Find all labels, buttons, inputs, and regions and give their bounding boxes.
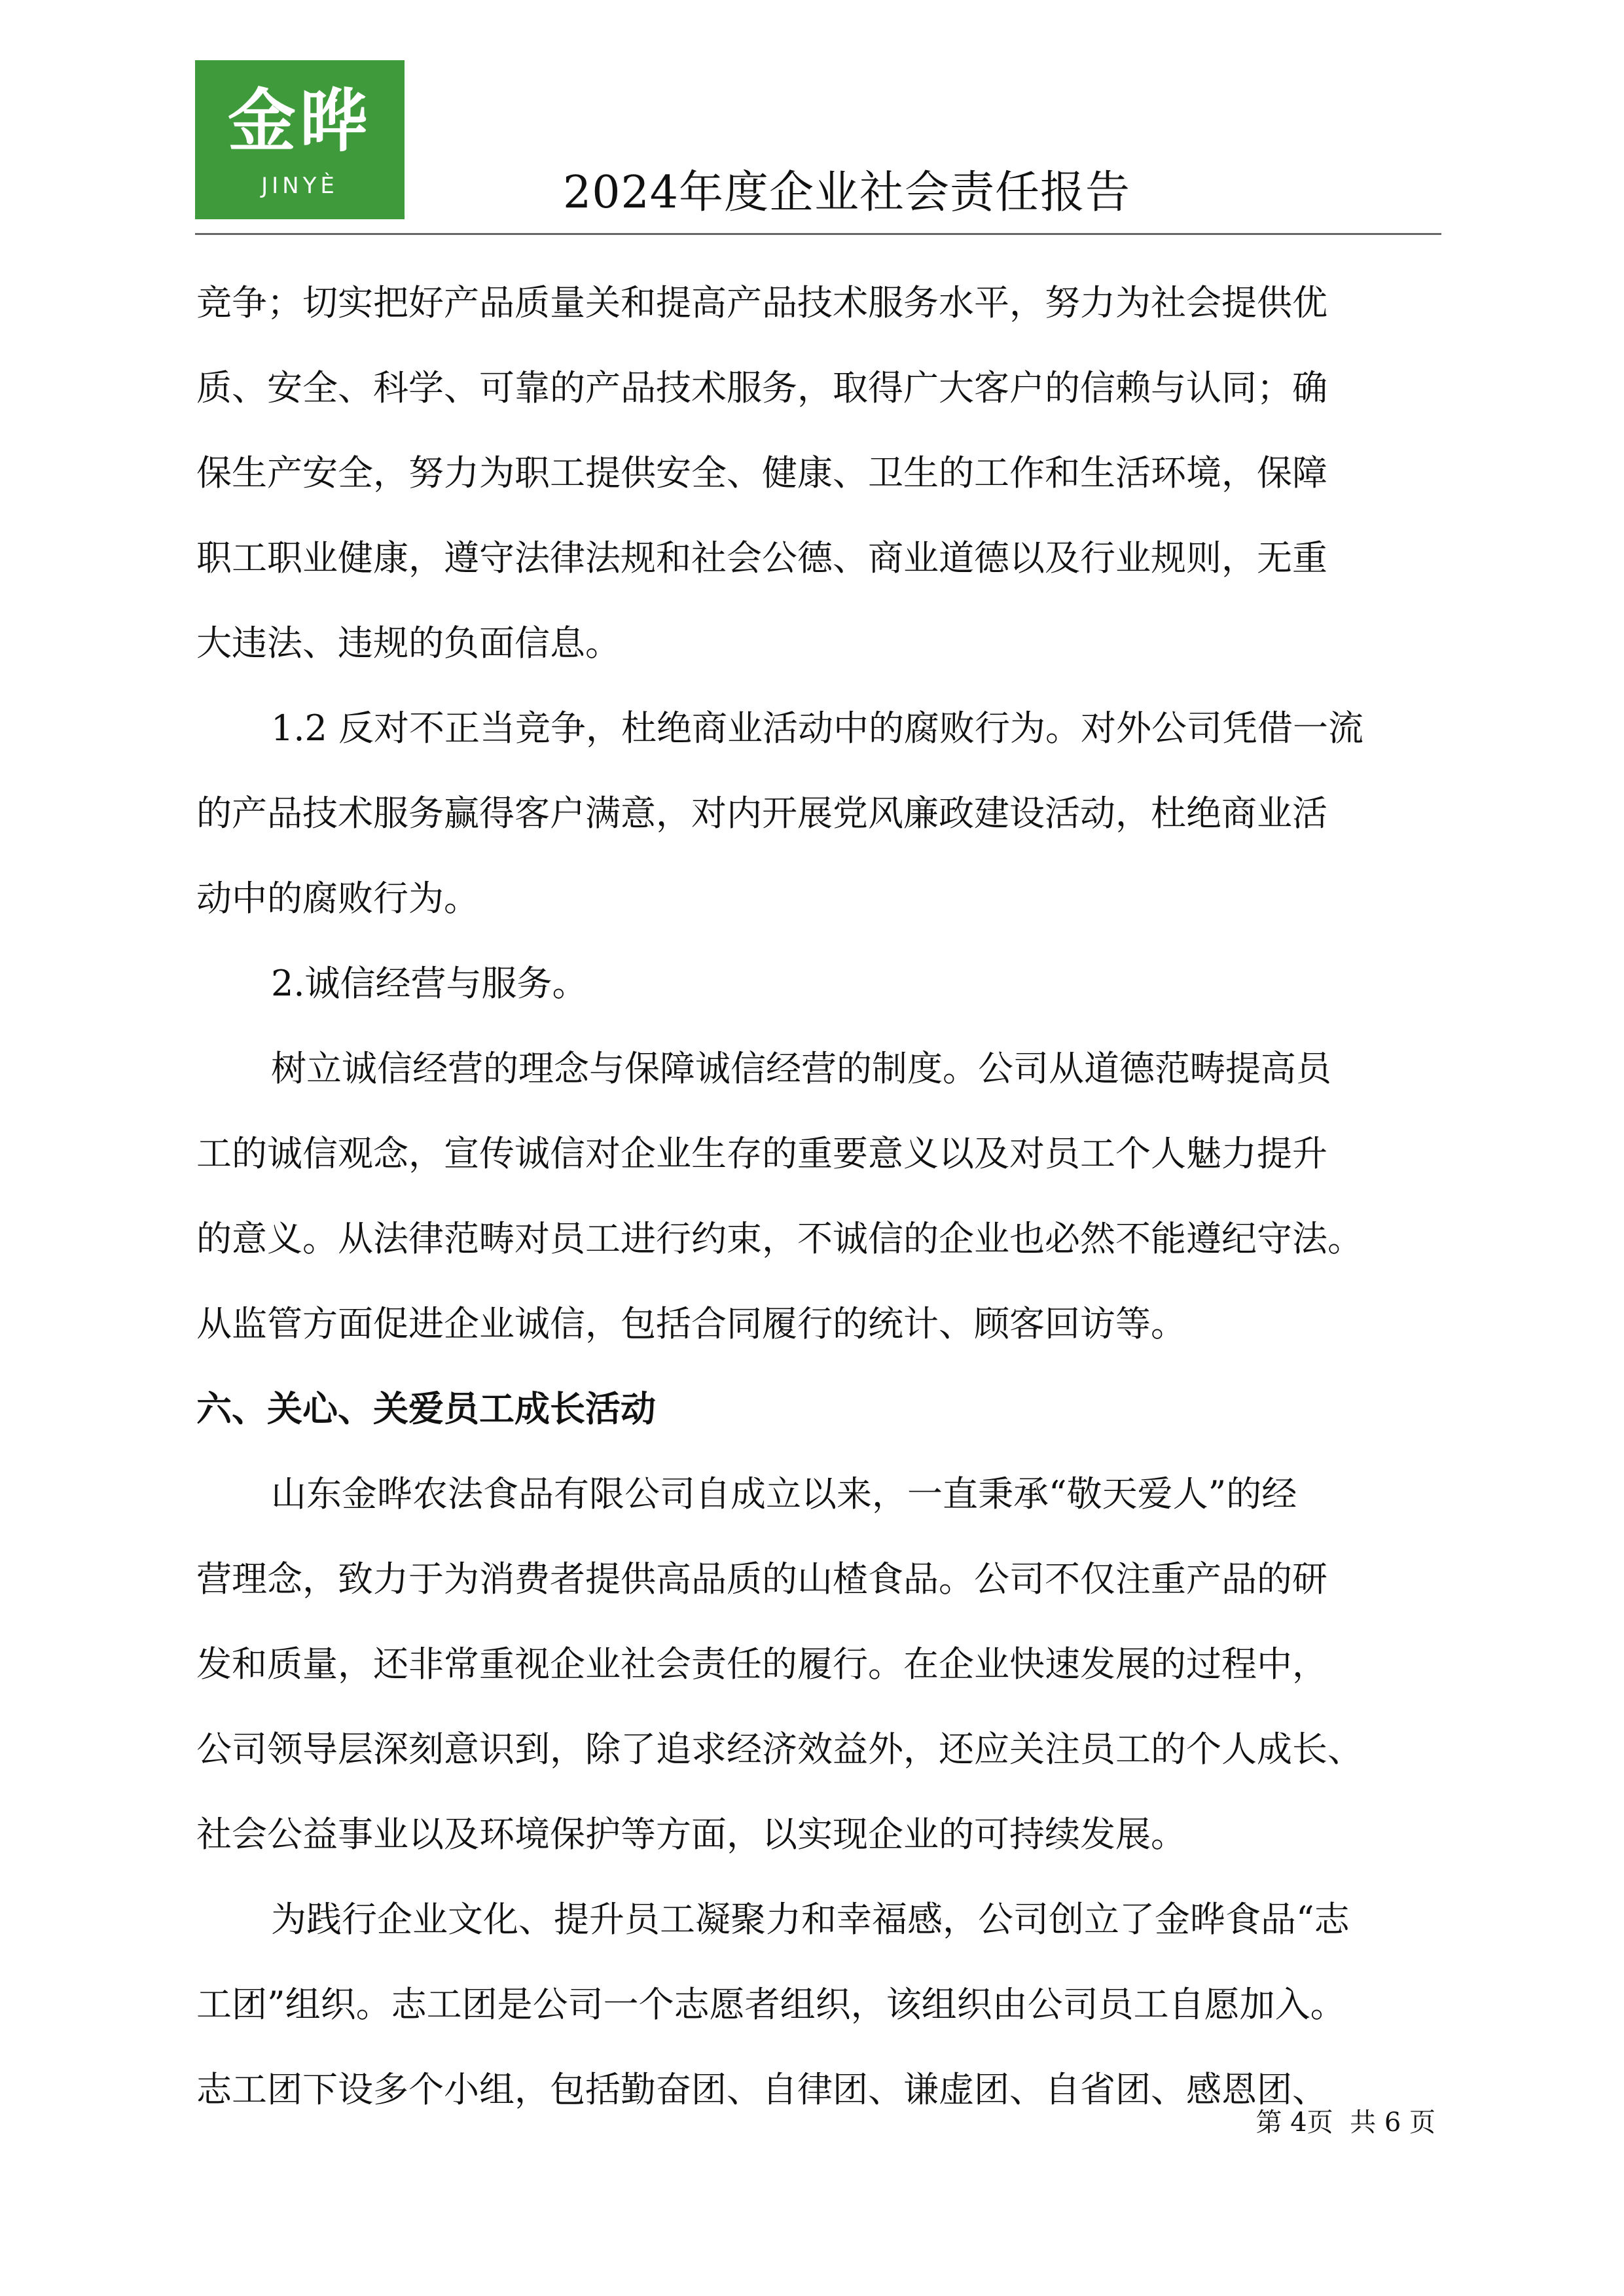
body-line: 公司领导层深刻意识到，除了追求经济效益外，还应关注员工的个人成长、 bbox=[196, 1729, 1363, 1770]
body-line: 1.2 反对不正当竞争，杜绝商业活动中的腐败行为。对外公司凭借一流 bbox=[271, 708, 1364, 749]
logo-subtext: JINYÈ bbox=[261, 173, 338, 199]
body-line: 大违法、违规的负面信息。 bbox=[196, 622, 621, 664]
body-line: 竞争；切实把好产品质量关和提高产品技术服务水平，努力为社会提供优 bbox=[196, 282, 1327, 323]
body-line: 保生产安全，努力为职工提供安全、健康、卫生的工作和生活环境，保障 bbox=[196, 452, 1327, 493]
body-line: 职工职业健康，遵守法律法规和社会公德、商业道德以及行业规则，无重 bbox=[196, 537, 1327, 579]
body-line: 社会公益事业以及环境保护等方面，以实现企业的可持续发展。 bbox=[196, 1814, 1186, 1855]
body-line: 的意义。从法律范畴对员工进行约束，不诚信的企业也必然不能遵纪守法。 bbox=[196, 1218, 1363, 1259]
body-line: 质、安全、科学、可靠的产品技术服务，取得广大客户的信赖与认同；确 bbox=[196, 367, 1327, 408]
body-line: 山东金晔农法食品有限公司自成立以来，一直秉承“敬天爱人”的经 bbox=[271, 1473, 1297, 1515]
body-line: 工团”组织。志工团是公司一个志愿者组织，该组织由公司员工自愿加入。 bbox=[196, 1984, 1346, 2025]
body-line: 树立诚信经营的理念与保障诚信经营的制度。公司从道德范畴提高员 bbox=[271, 1048, 1331, 1089]
body-line: 为践行企业文化、提升员工凝聚力和幸福感，公司创立了金晔食品“志 bbox=[271, 1899, 1350, 1940]
section-heading: 六、关心、关爱员工成长活动 bbox=[196, 1388, 656, 1429]
body-line: 从监管方面促进企业诚信，包括合同履行的统计、顾客回访等。 bbox=[196, 1303, 1186, 1344]
document-body bbox=[196, 260, 1440, 2132]
body-line: 动中的腐败行为。 bbox=[196, 878, 479, 919]
body-line: 工的诚信观念，宣传诚信对企业生存的重要意义以及对员工个人魅力提升 bbox=[196, 1133, 1327, 1174]
body-line: 志工团下设多个小组，包括勤奋团、自律团、谦虚团、自省团、感恩团、 bbox=[196, 2069, 1327, 2110]
body-line: 营理念，致力于为消费者提供高品质的山楂食品。公司不仅注重产品的研 bbox=[196, 1558, 1327, 1600]
page-number: 第 4页 共 6 页 bbox=[1255, 2108, 1435, 2138]
logo-text: 金晔 bbox=[227, 81, 372, 161]
header-divider bbox=[195, 233, 1441, 235]
report-title: 2024年度企业社会责任报告 bbox=[563, 167, 1131, 219]
body-line: 发和质量，还非常重视企业社会责任的履行。在企业快速发展的过程中， bbox=[196, 1643, 1327, 1685]
body-line: 2.诚信经营与服务。 bbox=[271, 963, 588, 1004]
company-logo bbox=[195, 60, 405, 219]
body-line: 的产品技术服务赢得客户满意，对内开展党风廉政建设活动，杜绝商业活 bbox=[196, 793, 1327, 834]
